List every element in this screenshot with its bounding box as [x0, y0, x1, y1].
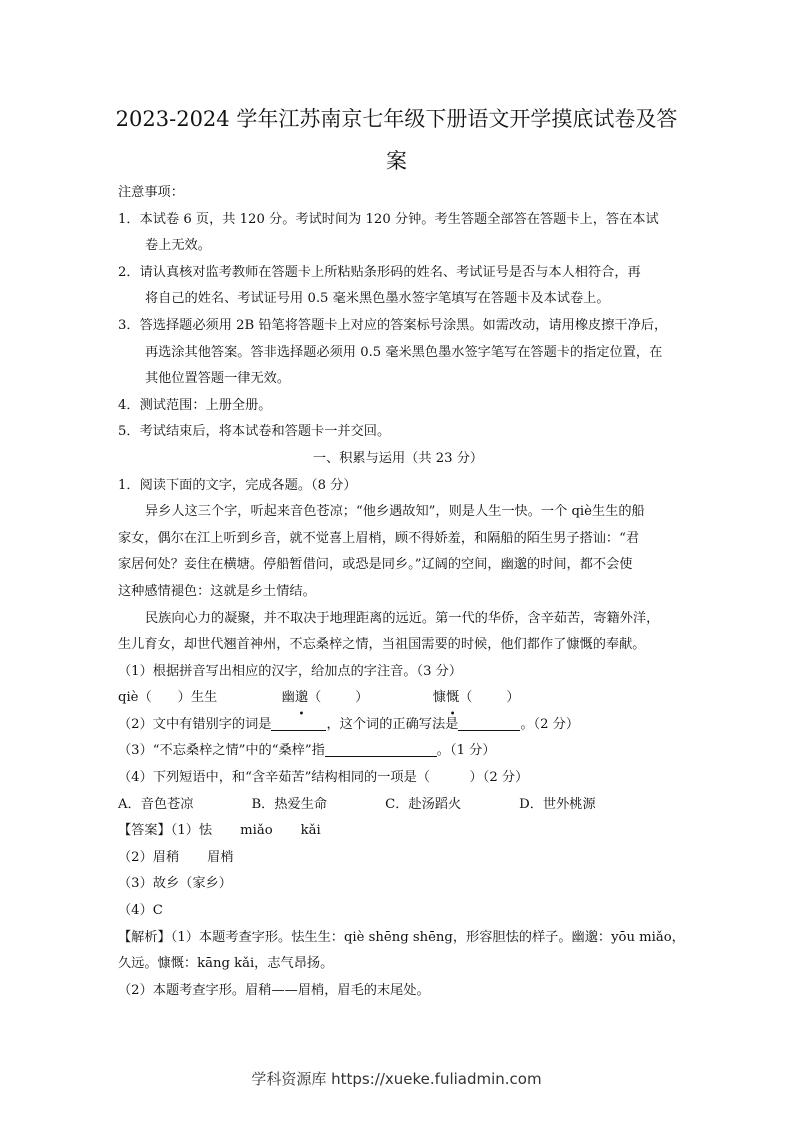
answer-line-3: （3）故乡（家乡）	[118, 876, 232, 892]
sub-question-2-part-c: 。（2 分）	[520, 716, 580, 732]
pinyin-item-c-open: （	[459, 690, 473, 706]
analysis-1: （1）本题考查字形。怯生生：qiè shēng shēng，形容胆怯的样子。幽邈：yōu miǎo，	[170, 929, 685, 945]
analysis-label: 【解析】	[118, 929, 171, 945]
passage-line: 生儿育女，却世代翘首神州，不忘桑梓之情，当祖国需要的时候，他们都作了慷慨的奉献。	[118, 637, 646, 653]
notice-item: 5．考试结束后，将本试卷和答题卡一并交回。	[118, 424, 391, 440]
options-row	[118, 792, 678, 819]
answer-blank[interactable]	[458, 714, 520, 731]
option-b: B．热爱生命	[251, 796, 328, 812]
option-c: C．赴汤蹈火	[385, 796, 462, 812]
sub-question-3-part-a: （3）“不忘桑梓之情”中的“桑梓”指	[118, 743, 325, 759]
answer-line-2	[118, 845, 678, 872]
sub-question-2	[118, 712, 678, 739]
sub-question-2-part-a: （2）文中有错别字的词是	[118, 716, 272, 732]
analysis-line-1	[118, 925, 685, 952]
answer-line-4: （4）C	[118, 903, 163, 919]
notice-item: 3．答选择题必须用 2B 铅笔将答题卡上对应的答案标号涂黑。如需改动，请用橡皮擦干净后，	[118, 317, 668, 333]
notice-item: 将自己的姓名、考试证号用 0.5 毫米黑色墨水签字笔填写在答题卡及本试卷上。	[145, 291, 610, 307]
section-title: 一、积累与运用（共 23 分）	[312, 450, 484, 466]
sub-question-2-part-b: ，这个词的正确写法是	[326, 716, 459, 732]
passage-line: 民族向心力的凝聚，并不取决于地理距离的远近。第一代的华侨，含辛茹苦，寄籍外洋，	[145, 610, 660, 626]
answer-line-1	[118, 818, 678, 845]
notice-item: 再选涂其他答案。答非选择题必须用 0.5 毫米黑色墨水签字笔写在答题卡的指定位置，在	[145, 344, 663, 360]
analysis-line-2: （2）本题考查字形。眉稍——眉梢，眉毛的末尾处。	[118, 982, 430, 998]
pinyin-item-b-dotted-char: 邈	[294, 690, 308, 706]
notice-item: 4．测试范围：上册全册。	[118, 397, 272, 413]
answer-2b: 眉梢	[207, 849, 234, 865]
sub-question-3-part-b: 。（1 分）	[436, 743, 496, 759]
page-title	[110, 98, 683, 182]
document-body	[118, 180, 685, 1004]
answer-1c: kǎi	[300, 823, 321, 839]
pinyin-item-c-dotted-char: 慨	[445, 690, 460, 706]
pinyin-item-b-open: （	[308, 690, 322, 706]
pinyin-item-a-start: qiè（	[118, 690, 152, 706]
sub-question-4: （4）下列短语中，和“含辛茹苦”结构相同的一项是（ ）（2 分）	[118, 770, 529, 786]
option-a: A．音色苍凉	[118, 796, 194, 812]
answer-1b: miǎo	[240, 823, 273, 839]
answer-2: （2）眉稍	[118, 849, 180, 865]
passage-line: 异乡人这三个字，听起来音色苍凉；“他乡遇故知”，则是人生一快。一个 qiè生生的船	[145, 504, 645, 520]
question-stem: 1．阅读下面的文字，完成各题。（8 分）	[118, 477, 357, 493]
notice-item: 2．请认真核对监考教师在答题卡上所粘贴条形码的姓名、考试证号是否与本人相符合，再	[118, 264, 641, 280]
passage-line: 家居何处？妾住在横塘。停船暂借问，或恐是同乡。”辽阔的空间，幽邈的时间，都不会使	[118, 557, 633, 573]
title-line-2: 案	[386, 149, 407, 173]
option-d: D．世外桃源	[519, 796, 596, 812]
pinyin-item-c-char: 慷	[432, 690, 446, 706]
sub-question-1: （1）根据拼音写出相应的汉字，给加点的字注音。（3 分）	[118, 663, 463, 679]
sub-question-3	[118, 738, 678, 765]
analysis-line-1b: 久远。慷慨：kāng kǎi，志气昂扬。	[118, 956, 334, 972]
answer-1: （1）怯	[170, 823, 213, 839]
notice-header: 注意事项：	[118, 185, 184, 200]
pinyin-item-b-close: ）	[355, 690, 369, 706]
notice-item: 1．本试卷 6 页，共 120 分。考试时间为 120 分钟。考生答题全部答在答题卡上，答在本试	[118, 211, 659, 227]
answer-blank[interactable]	[325, 740, 437, 757]
pinyin-item-b-char: 幽	[281, 690, 295, 706]
passage-line: 家女，偶尔在江上听到乡音，就不觉喜上眉梢，顾不得娇羞，和隔船的陌生男子搭讪：“君	[118, 530, 640, 546]
notice-item: 其他位置答题一律无效。	[145, 371, 291, 387]
pinyin-item-c-close: ）	[506, 690, 520, 706]
footer-watermark: 学科资源库 https://xueke.fuliadmin.com	[251, 1070, 542, 1088]
notice-item: 卷上无效。	[145, 238, 211, 254]
passage-line: 这种感情褪色：这就是乡土情结。	[118, 583, 316, 599]
pinyin-item-a-end: ）生生	[177, 690, 218, 706]
answer-label: 【答案】	[118, 823, 171, 839]
title-line-1: 2023-2024 学年江苏南京七年级下册语文开学摸底试卷及答	[115, 107, 678, 131]
sub-question-1-items	[118, 685, 678, 712]
